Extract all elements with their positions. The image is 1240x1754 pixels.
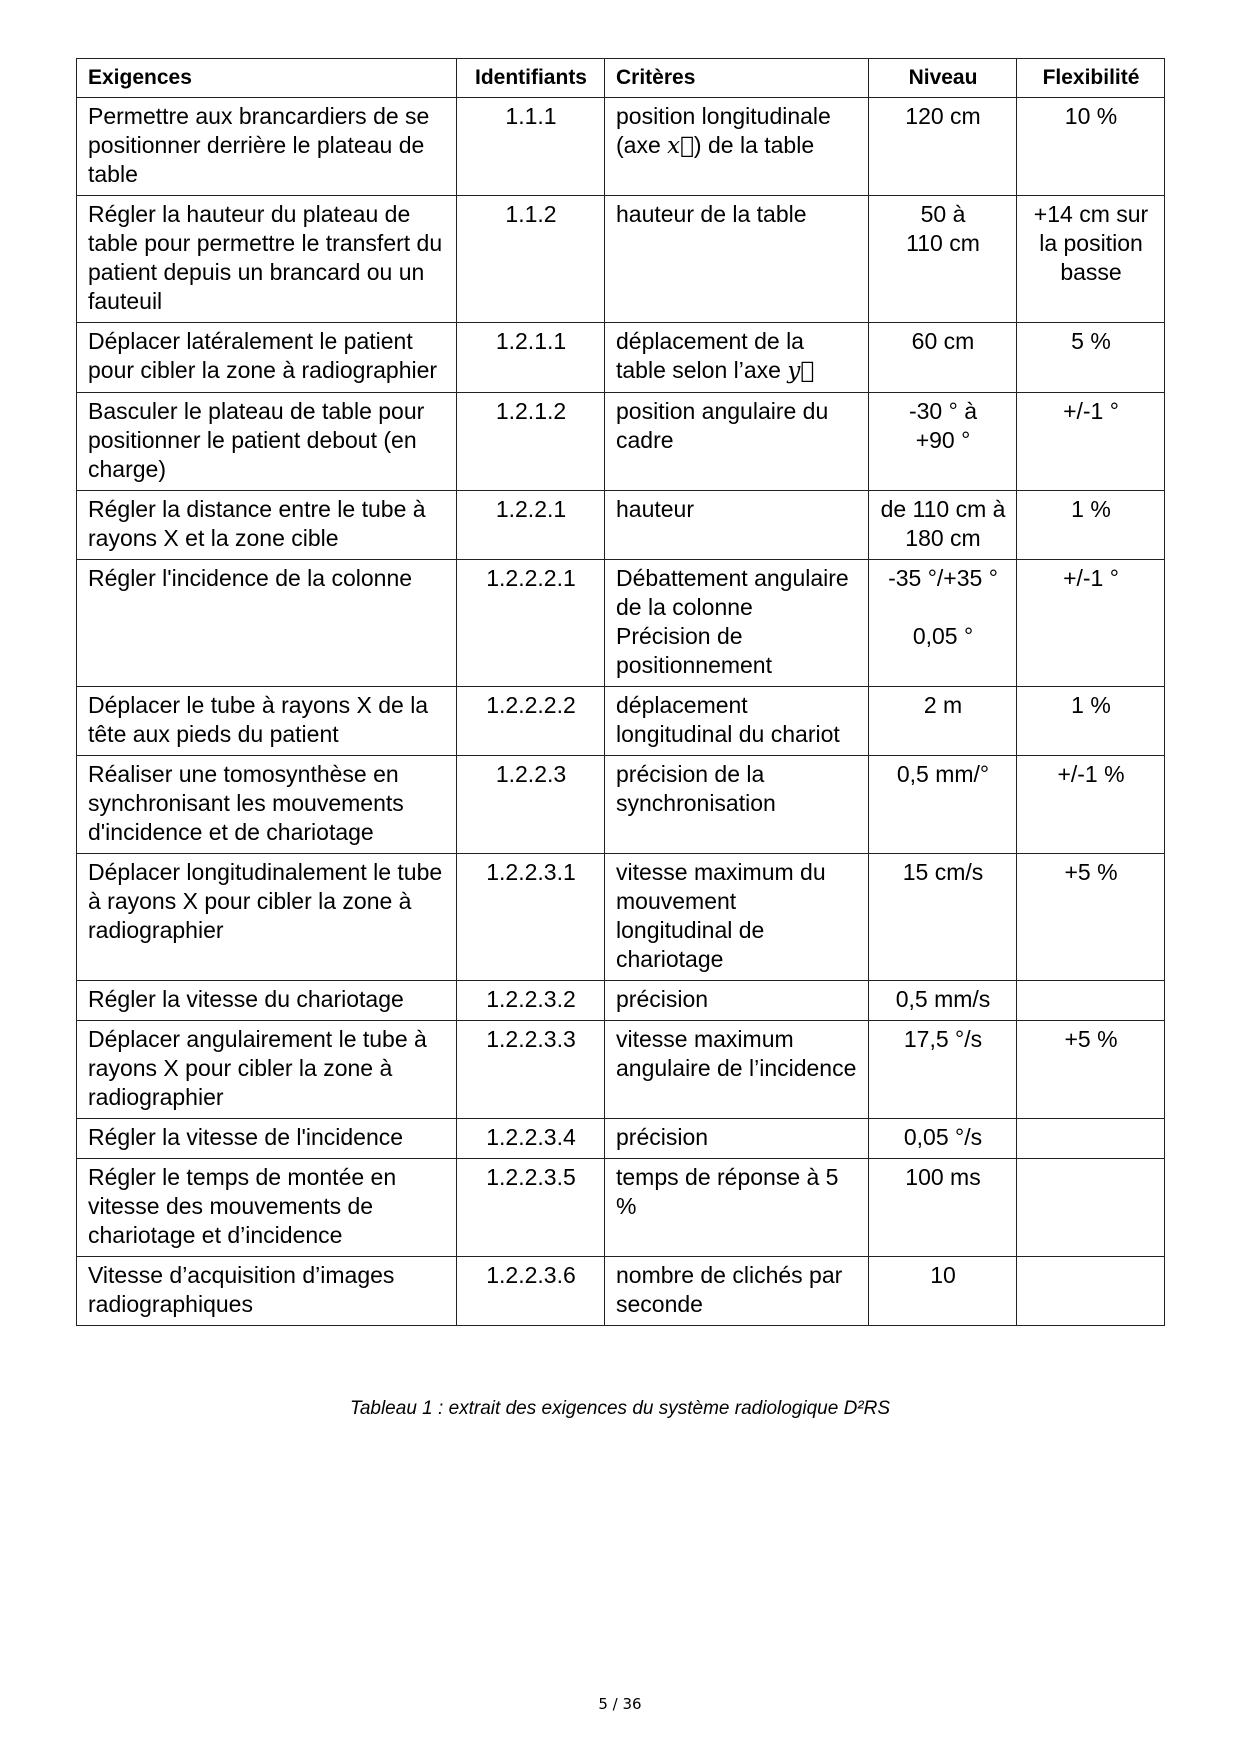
cell-flexibilite: +/-1 ° (1017, 393, 1165, 491)
cell-niveau (869, 560, 1017, 687)
header-niveau: Niveau (869, 59, 1017, 98)
cell-exigence: Régler la vitesse de l'incidence (77, 1119, 457, 1159)
table-row (77, 756, 1165, 854)
table-row (77, 1119, 1165, 1159)
cell-exigence: Régler la hauteur du plateau de table pour permettre le transfert du patient depuis un brancard ou un fauteuil (77, 196, 457, 323)
cell-flexibilite: +5 % (1017, 1021, 1165, 1119)
critere-text: position longitudinale (axe (616, 103, 831, 158)
cell-flexibilite: +/-1 % (1017, 756, 1165, 854)
table-row (77, 393, 1165, 491)
table-row (77, 560, 1165, 687)
cell-flexibilite (1017, 1257, 1165, 1326)
cell-identifiant: 1.1.1 (457, 98, 605, 196)
cell-exigence: Régler la distance entre le tube à rayons X et la zone cible (77, 491, 457, 560)
table-row (77, 98, 1165, 196)
cell-flexibilite: +14 cm sur la position basse (1017, 196, 1165, 323)
cell-identifiant: 1.2.2.3.2 (457, 981, 605, 1021)
cell-niveau: 15 cm/s (869, 854, 1017, 981)
vector-y-symbol: y⃗ (787, 358, 815, 384)
cell-identifiant: 1.2.1.1 (457, 323, 605, 393)
cell-identifiant: 1.2.2.3.3 (457, 1021, 605, 1119)
cell-critere: hauteur (605, 491, 869, 560)
cell-niveau: 60 cm (869, 323, 1017, 393)
cell-exigence: Basculer le plateau de table pour positionner le patient debout (en charge) (77, 393, 457, 491)
cell-critere: précision de la synchronisation (605, 756, 869, 854)
niveau-debattement: -35 °/+35 ° (888, 565, 998, 591)
niveau-text: -30 ° à +90 ° (908, 398, 977, 453)
cell-exigence: Déplacer angulairement le tube à rayons X pour cibler la zone à radiographier (77, 1021, 457, 1119)
cell-identifiant: 1.2.2.2.2 (457, 687, 605, 756)
niveau-precision: 0,05 ° (912, 623, 974, 649)
header-identifiants: Identifiants (457, 59, 605, 98)
table-row (77, 854, 1165, 981)
spacer (880, 593, 1006, 622)
cell-niveau: 0,5 mm/s (869, 981, 1017, 1021)
page-number: 5 / 36 (598, 1695, 642, 1713)
cell-exigence: Réaliser une tomosynthèse en synchronisant les mouvements d'incidence et de chariotage (77, 756, 457, 854)
table-row (77, 1021, 1165, 1119)
cell-flexibilite: +5 % (1017, 854, 1165, 981)
cell-critere: déplacement longitudinal du chariot (605, 687, 869, 756)
table-row (77, 196, 1165, 323)
cell-critere (605, 98, 869, 196)
cell-exigence: Déplacer longitudinalement le tube à rayons X pour cibler la zone à radiographier (77, 854, 457, 981)
cell-niveau: 120 cm (869, 98, 1017, 196)
cell-critere: précision (605, 981, 869, 1021)
niveau-text: 50 à 110 cm (906, 201, 980, 256)
critere-precision: Précision de positionnement (616, 623, 772, 678)
table-row (77, 981, 1165, 1021)
cell-flexibilite (1017, 981, 1165, 1021)
cell-flexibilite: 1 % (1017, 491, 1165, 560)
table-row (77, 1159, 1165, 1257)
cell-exigence: Vitesse d’acquisition d’images radiographiques (77, 1257, 457, 1326)
critere-text-end: ) de la table (693, 132, 815, 158)
cell-flexibilite: 10 % (1017, 98, 1165, 196)
cell-niveau: 10 (869, 1257, 1017, 1326)
table-row (77, 323, 1165, 393)
cell-identifiant: 1.2.2.3.4 (457, 1119, 605, 1159)
table-caption: Tableau 1 : extrait des exigences du système radiologique D²RS (349, 1398, 891, 1419)
cell-niveau: 0,05 °/s (869, 1119, 1017, 1159)
cell-identifiant: 1.2.2.3.1 (457, 854, 605, 981)
cell-identifiant: 1.2.2.3.6 (457, 1257, 605, 1326)
cell-niveau: 0,5 mm/° (869, 756, 1017, 854)
cell-niveau: 100 ms (869, 1159, 1017, 1257)
cell-critere: hauteur de la table (605, 196, 869, 323)
cell-critere: précision (605, 1119, 869, 1159)
cell-niveau: de 110 cm à 180 cm (869, 491, 1017, 560)
cell-exigence: Permettre aux brancardiers de se positionner derrière le plateau de table (77, 98, 457, 196)
cell-critere: vitesse maximum du mouvement longitudinal de chariotage (605, 854, 869, 981)
cell-niveau: 2 m (869, 687, 1017, 756)
cell-critere: vitesse maximum angulaire de l’incidence (605, 1021, 869, 1119)
critere-text: déplacement de la table selon l’axe (616, 328, 804, 383)
cell-critere (605, 323, 869, 393)
cell-flexibilite (1017, 1119, 1165, 1159)
cell-critere: nombre de clichés par seconde (605, 1257, 869, 1326)
cell-identifiant: 1.2.2.3.5 (457, 1159, 605, 1257)
cell-identifiant: 1.2.1.2 (457, 393, 605, 491)
cell-flexibilite (1017, 1159, 1165, 1257)
cell-niveau (869, 393, 1017, 491)
header-exigences: Exigences (77, 59, 457, 98)
cell-exigence: Régler le temps de montée en vitesse des mouvements de chariotage et d’incidence (77, 1159, 457, 1257)
cell-critere: position angulaire du cadre (605, 393, 869, 491)
cell-exigence: Déplacer latéralement le patient pour cibler la zone à radiographier (77, 323, 457, 393)
table-header-row (77, 59, 1165, 98)
cell-identifiant: 1.1.2 (457, 196, 605, 323)
cell-exigence: Régler la vitesse du chariotage (77, 981, 457, 1021)
cell-niveau (869, 196, 1017, 323)
table-row (77, 1257, 1165, 1326)
table-row (77, 491, 1165, 560)
cell-critere: temps de réponse à 5 % (605, 1159, 869, 1257)
table-row (77, 687, 1165, 756)
vector-x-symbol: x⃗ (667, 133, 694, 159)
header-flexibilite: Flexibilité (1017, 59, 1165, 98)
cell-flexibilite: 1 % (1017, 687, 1165, 756)
requirements-table (76, 58, 1165, 1326)
header-criteres: Critères (605, 59, 869, 98)
cell-critere (605, 560, 869, 687)
cell-exigence: Déplacer le tube à rayons X de la tête aux pieds du patient (77, 687, 457, 756)
critere-debattement: Débattement angulaire de la colonne (616, 565, 849, 620)
cell-niveau: 17,5 °/s (869, 1021, 1017, 1119)
cell-flexibilite: +/-1 ° (1017, 560, 1165, 687)
cell-identifiant: 1.2.2.3 (457, 756, 605, 854)
cell-flexibilite: 5 % (1017, 323, 1165, 393)
cell-exigence: Régler l'incidence de la colonne (77, 560, 457, 687)
cell-identifiant: 1.2.2.1 (457, 491, 605, 560)
cell-identifiant: 1.2.2.2.1 (457, 560, 605, 687)
